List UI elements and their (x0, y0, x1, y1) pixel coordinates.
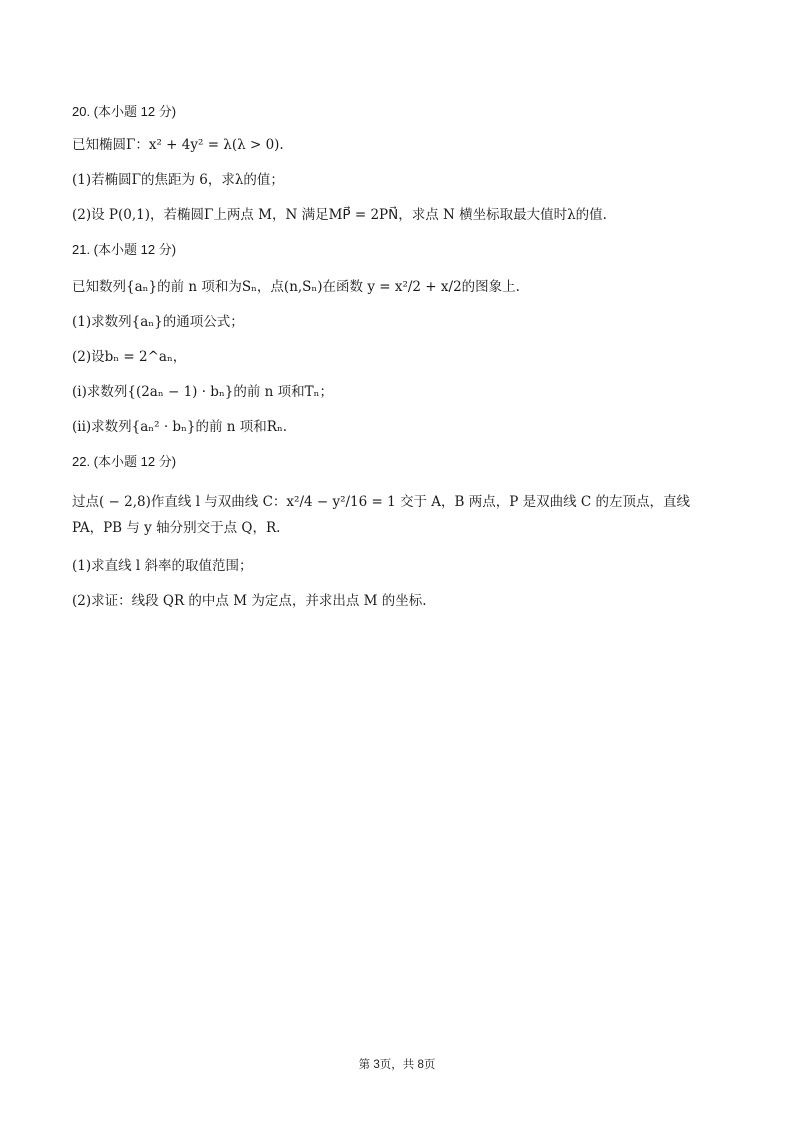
q21-header: 21. (本小题 12 分) (72, 242, 177, 257)
q20-stem: 已知椭圆Γ：x² + 4y² = λ(λ > 0). (72, 137, 284, 153)
q22-part1: (1)求直线 l 斜率的取值范围； (72, 558, 253, 574)
page-content (72, 102, 722, 611)
q21-part2-ii: (ii)求数列{aₙ² · bₙ}的前 n 项和Rₙ. (72, 419, 288, 435)
q20-part2: (2)设 P(0,1)，若椭圆Γ上两点 M，N 满足MP⃗ = 2PN⃗，求点 N 横坐标取最大值时λ的值. (72, 207, 607, 223)
q21-part2: (2)设bₙ = 2^aₙ， (72, 349, 187, 365)
page-footer: 第 3页，共 8页 (358, 1059, 436, 1071)
q21-part2-i: (i)求数列{(2aₙ − 1) · bₙ}的前 n 项和Tₙ； (72, 384, 334, 400)
q21-stem: 已知数列{aₙ}的前 n 项和为Sₙ，点(n,Sₙ)在函数 y = x²/2 + x/2的图象上. (72, 279, 520, 295)
q22-header: 22. (本小题 12 分) (72, 454, 177, 469)
q22-part2: (2)求证：线段 QR 的中点 M 为定点，并求出点 M 的坐标. (72, 593, 427, 609)
q21-part1: (1)求数列{aₙ}的通项公式； (72, 314, 244, 330)
q22-stem: 过点( − 2,8)作直线 l 与双曲线 C：x²/4 − y²/16 = 1 交于 A，B 两点，P 是双曲线 C 的左顶点，直线 PA，PB 与 y 轴分别交于点 Q，R. (72, 494, 691, 536)
q20-header: 20. (本小题 12 分) (72, 104, 177, 119)
q20-part1: (1)若椭圆Γ的焦距为 6，求λ的值； (72, 172, 284, 188)
